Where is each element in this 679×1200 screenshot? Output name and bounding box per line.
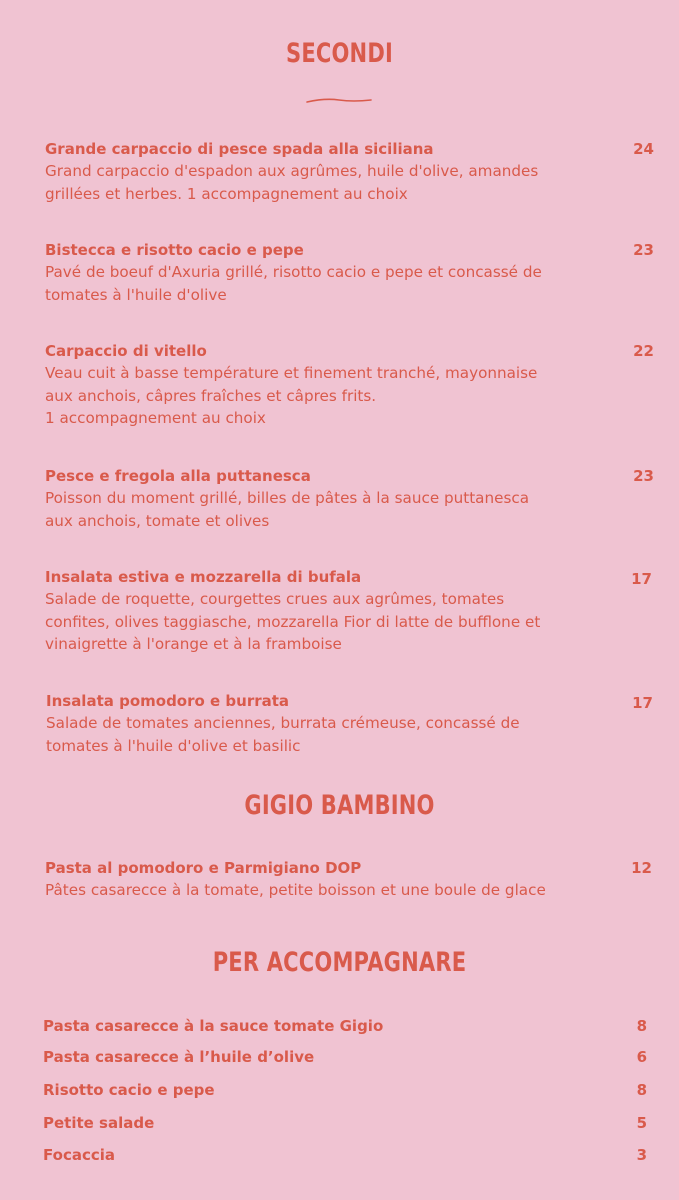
side-item: [43, 1112, 647, 1134]
item-description: Poisson du moment grillé, billes de pâtes à la sauce puttanesca aux anchois, tomate et olives: [45, 489, 530, 530]
item-name: Focaccia: [43, 1146, 116, 1164]
item-price: 24: [633, 140, 654, 158]
item-name: Pesce e fregola alla puttanesca: [45, 467, 311, 485]
item-name: Insalata pomodoro e burrata: [46, 692, 290, 710]
menu-item: [45, 239, 654, 306]
item-description: Salade de roquette, courgettes crues aux agrûmes, tomates confites, olives taggiasche, mozzarella Fior di latte de bufflone et vinaigrette à l'orange et à la framboise: [45, 590, 541, 653]
side-item: [43, 1144, 647, 1166]
item-price: 8: [636, 1081, 647, 1099]
item-description: Pâtes casarecce à la tomate, petite boisson et une boule de glace: [45, 881, 546, 899]
item-description: Veau cuit à basse température et finement tranché, mayonnaise aux anchois, câpres fraîches et câpres frits. 1 accompagnement au choix: [45, 364, 538, 427]
section-title-accompagnare: PER ACCOMPAGNARE: [212, 947, 467, 978]
item-description: Salade de tomates anciennes, burrata crémeuse, concassé de tomates à l'huile d'olive et basilic: [46, 714, 520, 755]
item-price: 6: [636, 1048, 647, 1066]
item-price: 12: [631, 859, 652, 877]
side-item: [43, 1079, 647, 1101]
section-title-secondi: SECONDI: [286, 38, 393, 69]
item-name: Insalata estiva e mozzarella di bufala: [45, 568, 362, 586]
item-description: Pavé de boeuf d'Axuria grillé, risotto cacio e pepe et concassé de tomates à l'huile d'olive: [45, 263, 542, 304]
side-item: [43, 1015, 647, 1037]
menu-item: [45, 566, 652, 656]
swash-divider: [305, 96, 373, 106]
item-price: 5: [636, 1114, 647, 1132]
item-name: Petite salade: [43, 1114, 155, 1132]
item-name: Pasta al pomodoro e Parmigiano DOP: [45, 859, 362, 877]
section-title-bambino: GIGIO BAMBINO: [244, 790, 435, 821]
menu-item: [45, 138, 654, 205]
item-price: 17: [631, 570, 652, 588]
item-price: 3: [636, 1146, 647, 1164]
item-price: 17: [632, 694, 653, 712]
item-price: 23: [633, 241, 654, 259]
menu-item: [45, 857, 652, 902]
item-price: 23: [633, 467, 654, 485]
item-price: 8: [636, 1017, 647, 1035]
item-name: Grande carpaccio di pesce spada alla siciliana: [45, 140, 434, 158]
menu-item: [45, 465, 654, 532]
item-name: Risotto cacio e pepe: [43, 1081, 215, 1099]
item-name: Bistecca e risotto cacio e pepe: [45, 241, 304, 259]
item-price: 22: [633, 342, 654, 360]
menu-item: [45, 340, 654, 430]
side-item: [43, 1046, 647, 1068]
item-name: Carpaccio di vitello: [45, 342, 207, 360]
item-name: Pasta casarecce à l’huile d’olive: [43, 1048, 315, 1066]
item-description: Grand carpaccio d'espadon aux agrûmes, huile d'olive, amandes grillées et herbes. 1 accompagnement au choix: [45, 162, 539, 203]
item-name: Pasta casarecce à la sauce tomate Gigio: [43, 1017, 384, 1035]
menu-item: [46, 690, 653, 757]
